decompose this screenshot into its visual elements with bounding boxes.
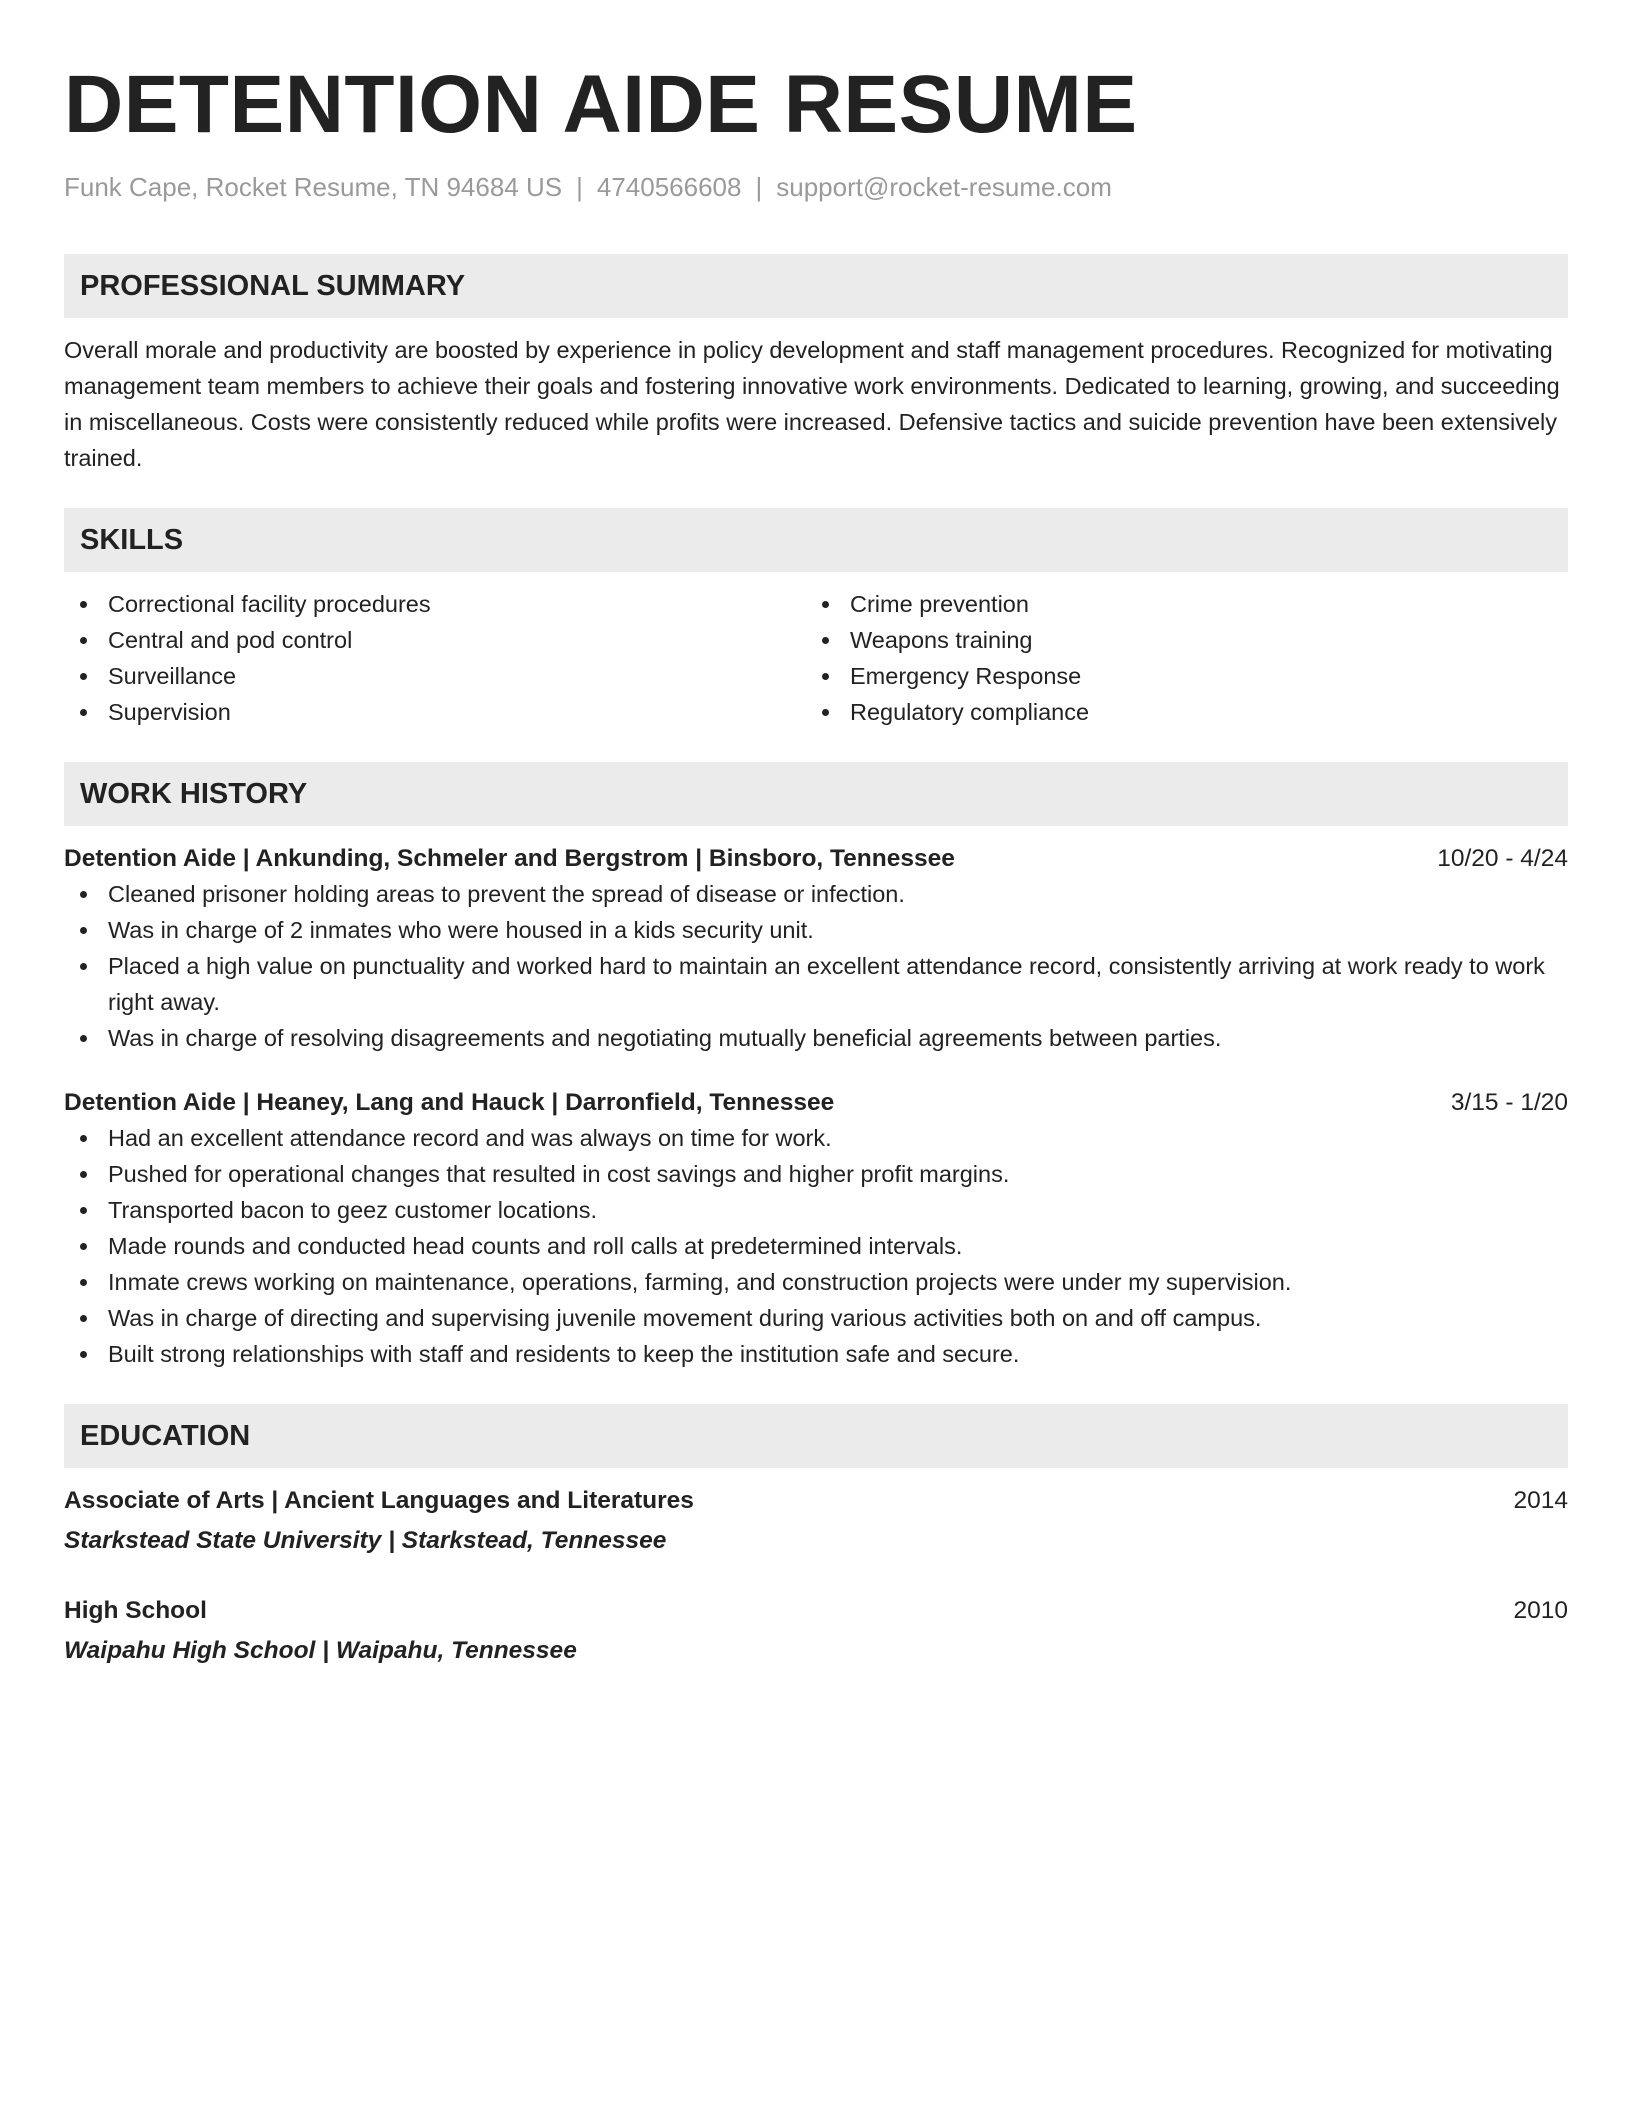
contact-email: support@rocket-resume.com [776, 172, 1112, 202]
job-dates: 10/20 - 4/24 [1437, 845, 1568, 872]
skills-column-right [806, 586, 1548, 730]
skill-item [806, 658, 1548, 694]
bullet-icon [80, 891, 87, 898]
bullet-icon [80, 1351, 87, 1358]
section-header-summary: PROFESSIONAL SUMMARY [64, 254, 1568, 318]
job-bullet-text: Was in charge of resolving disagreements and negotiating mutually beneficial agreements between parties. [108, 1025, 1222, 1051]
skill-item [806, 622, 1548, 658]
education-school: Starkstead State University | Starkstead, Tennessee [64, 1527, 667, 1554]
education-year: 2014 [1513, 1487, 1568, 1514]
skill-label: Supervision [108, 699, 231, 725]
bullet-icon [822, 637, 829, 644]
section-header-skills: SKILLS [64, 508, 1568, 572]
contact-separator: | [576, 172, 583, 202]
job-bullet [64, 1228, 1568, 1264]
job-bullet [64, 876, 1568, 912]
bullet-icon [80, 963, 87, 970]
resume-title: DETENTION AIDE RESUME [64, 59, 1138, 150]
bullet-icon [822, 601, 829, 608]
job-bullet-list [64, 876, 1568, 1056]
section-header-education: EDUCATION [64, 1404, 1568, 1468]
job-bullet [64, 1264, 1568, 1300]
job-title: Detention Aide | Heaney, Lang and Hauck | Darronfield, Tennessee [64, 1089, 835, 1116]
bullet-icon [80, 1135, 87, 1142]
job-bullet [64, 912, 1568, 948]
education-degree: High School [64, 1597, 207, 1624]
skill-item [64, 658, 806, 694]
skill-item [64, 586, 806, 622]
job-bullet [64, 948, 1568, 1020]
contact-line [64, 170, 1568, 204]
job-bullet [64, 1336, 1568, 1372]
job-bullet-text: Pushed for operational changes that resulted in cost savings and higher profit margins. [108, 1161, 1010, 1187]
job-bullet-text: Made rounds and conducted head counts and roll calls at predetermined intervals. [108, 1233, 963, 1259]
skill-label: Correctional facility procedures [108, 591, 431, 617]
job-bullet-list [64, 1120, 1568, 1372]
bullet-icon [80, 1171, 87, 1178]
contact-separator: | [755, 172, 763, 202]
bullet-icon [80, 1207, 87, 1214]
skill-label: Weapons training [850, 627, 1033, 653]
resume-page [64, 0, 1568, 1668]
skill-item [64, 622, 806, 658]
skill-item [64, 694, 806, 730]
skill-label: Central and pod control [108, 627, 353, 653]
education-header [64, 1484, 1568, 1518]
education-school: Waipahu High School | Waipahu, Tennessee [64, 1637, 577, 1664]
job-bullet [64, 1192, 1568, 1228]
skills-column-left [64, 586, 806, 730]
bullet-icon [80, 673, 87, 680]
bullet-icon [80, 601, 87, 608]
education-header [64, 1594, 1568, 1628]
job-bullet-text: Had an excellent attendance record and was always on time for work. [108, 1125, 832, 1151]
job-bullet-text: Built strong relationships with staff and residents to keep the institution safe and secure. [108, 1341, 1020, 1367]
job-bullet-text: Was in charge of 2 inmates who were housed in a kids security unit. [108, 917, 814, 943]
job-bullet-text: Inmate crews working on maintenance, operations, farming, and construction projects were under my supervision. [108, 1269, 1292, 1295]
bullet-icon [80, 1035, 87, 1042]
contact-address: Funk Cape, Rocket Resume, TN 94684 US [64, 172, 563, 202]
skill-label: Emergency Response [850, 663, 1082, 689]
job-dates: 3/15 - 1/20 [1450, 1089, 1568, 1116]
education-year: 2010 [1513, 1597, 1568, 1624]
job-bullet-text: Transported bacon to geez customer locations. [108, 1197, 597, 1223]
skills-grid [64, 586, 1568, 730]
job-title: Detention Aide | Ankunding, Schmeler and Bergstrom | Binsboro, Tennessee [64, 845, 955, 872]
job-bullet [64, 1300, 1568, 1336]
skill-label: Regulatory compliance [850, 699, 1090, 725]
bullet-icon [80, 637, 87, 644]
bullet-icon [80, 1315, 87, 1322]
contact-phone: 4740566608 [596, 172, 742, 202]
section-header-work-history: WORK HISTORY [64, 762, 1568, 826]
summary-text: Overall morale and productivity are boosted by experience in policy development and staff management procedures. Recognized for motivating management team members to achieve their goals and fostering innovative work environments. Dedicated to learning, growing, and succeeding in miscellaneous. Costs were consistently reduced while profits were increased. Defensive tactics and suicide prevention have been extensively trained. [64, 337, 1560, 471]
job-bullet-text: Placed a high value on punctuality and worked hard to maintain an excellent attendance record, consistently arriving at work ready to work right away. [108, 953, 1545, 1015]
bullet-icon [822, 709, 829, 716]
job-bullet [64, 1120, 1568, 1156]
job-header [64, 1086, 1568, 1120]
bullet-icon [822, 673, 829, 680]
job-header [64, 842, 1568, 876]
job-bullet [64, 1020, 1568, 1056]
bullet-icon [80, 1243, 87, 1250]
job-bullet-text: Was in charge of directing and supervising juvenile movement during various activities both on and off campus. [108, 1305, 1262, 1331]
bullet-icon [80, 709, 87, 716]
education-degree: Associate of Arts | Ancient Languages and Literatures [64, 1487, 694, 1514]
skill-item [806, 694, 1548, 730]
skill-label: Crime prevention [850, 591, 1029, 617]
skill-label: Surveillance [108, 663, 237, 689]
skill-item [806, 586, 1548, 622]
job-bullet-text: Cleaned prisoner holding areas to prevent the spread of disease or infection. [108, 881, 905, 907]
bullet-icon [80, 1279, 87, 1286]
bullet-icon [80, 927, 87, 934]
job-bullet [64, 1156, 1568, 1192]
